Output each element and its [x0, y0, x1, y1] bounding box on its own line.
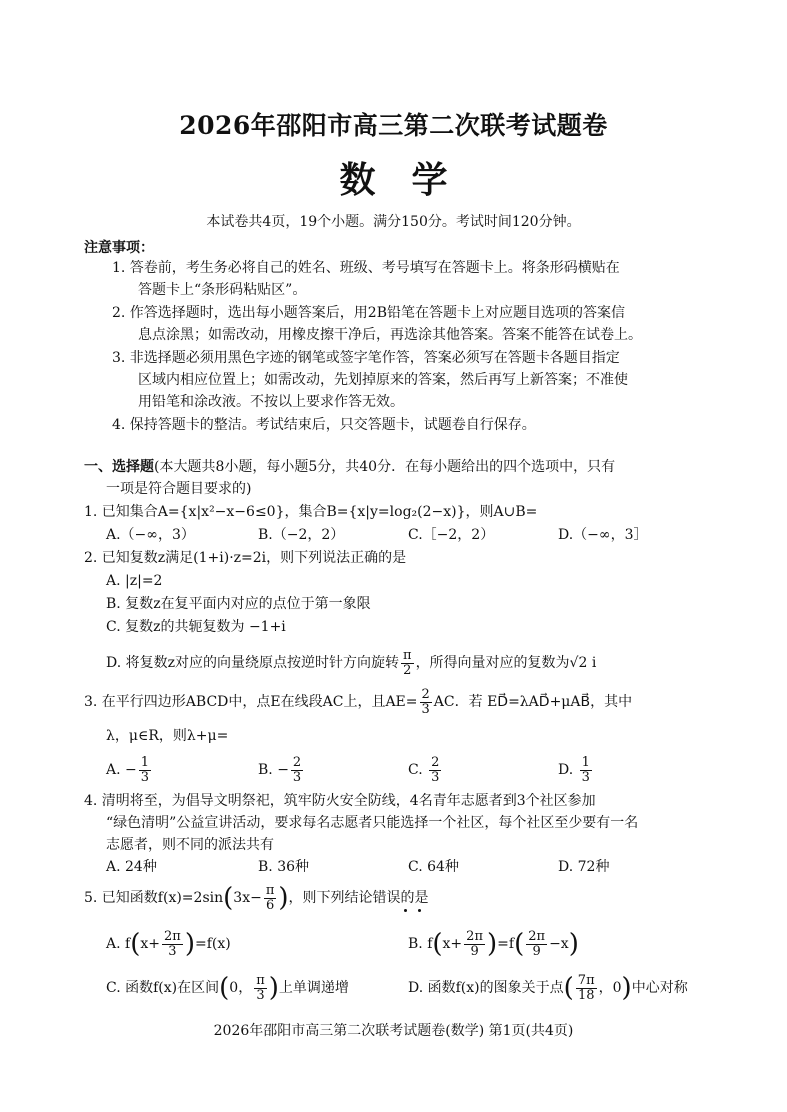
frac-num: 1 — [140, 754, 150, 770]
fraction — [264, 884, 277, 913]
paren: ) — [278, 883, 289, 913]
section-label: 一、选择题 — [84, 459, 154, 475]
option-pre: B. f — [408, 936, 433, 952]
q2-option-b: B. 复数z在复平面内对应的点位于第一象限 — [106, 596, 371, 612]
option-label: A. − — [106, 762, 137, 778]
frac-den: 2 — [403, 662, 412, 678]
fraction — [162, 930, 183, 959]
question-2-stem: 2. 已知复数z满足(1+i)·z=2i，则下列说法正确的是 — [84, 550, 407, 566]
frac-den: 18 — [577, 987, 595, 1003]
q5-option-b — [408, 926, 579, 962]
paren: ( — [223, 883, 234, 913]
q3-option-d — [558, 752, 594, 788]
q5-option-c — [106, 970, 349, 1006]
question-3-stem-cont: λ，μ∈R，则λ+μ= — [106, 728, 229, 744]
paren: ) — [487, 929, 498, 959]
q1-option-c: C.［−2，2） — [408, 527, 495, 543]
q4-option-c: C. 64种 — [408, 859, 459, 875]
frac-num: 2 — [292, 754, 302, 770]
q2-option-c: C. 复数z的共轭复数为 −1+i — [106, 619, 286, 635]
option-in: x+ — [442, 936, 463, 952]
option-label: C. — [408, 762, 423, 778]
option-pre: C. 函数f(x)在区间 — [106, 980, 220, 996]
frac-den: 6 — [265, 897, 275, 913]
frac-den: 3 — [168, 943, 177, 959]
fraction — [401, 649, 414, 678]
option-pre: A. f — [106, 936, 131, 952]
option-post: −x — [549, 936, 569, 952]
page-footer: 2026年邵阳市高三第二次联考试题卷(数学) 第1页(共4页) — [213, 1023, 574, 1039]
option-in: x+ — [140, 936, 160, 952]
section-desc-cont: 一项是符合题目要求的) — [106, 481, 252, 497]
frac-den: 3 — [431, 769, 440, 785]
paren: ( — [130, 929, 141, 959]
option-post: =f(x) — [194, 936, 231, 952]
notice-line: 答题卡上“条形码粘贴区”。 — [138, 282, 307, 298]
fraction — [254, 974, 267, 1003]
paren: ( — [432, 929, 443, 959]
exam-title: 2026年邵阳市高三第二次联考试题卷 — [179, 111, 608, 140]
frac-num: 2π — [466, 928, 483, 944]
frac-num: 2π — [528, 928, 546, 944]
notice-line: 2. 作答选择题时，选出每小题答案后，用2B铅笔在答题卡上对应题目选项的答案信 — [112, 305, 626, 321]
q3-stem-post: AC．若 ED⃗=λAD⃗+μAB⃗，其中 — [433, 694, 633, 710]
q5-stem-in: 3x− — [233, 890, 262, 906]
question-3-stem — [84, 684, 632, 720]
notice-line: 用铅笔和涂改液。不按以上要求作答无效。 — [138, 394, 404, 410]
frac-den: 3 — [292, 769, 302, 785]
frac-den: 3 — [256, 987, 265, 1003]
question-1-stem: 1. 已知集合A={x|x²−x−6≤0}，集合B={x|y=log₂(2−x)}，则A∪B= — [84, 504, 538, 520]
frac-den: 3 — [581, 769, 590, 785]
frac-num: 2 — [421, 686, 430, 702]
question-4-line: “绿色清明”公益宣讲活动，要求每名志愿者只能选择一个社区，每个社区至少要有一名 — [106, 815, 639, 831]
paren: ) — [568, 929, 579, 959]
q4-option-b: B. 36种 — [258, 859, 310, 875]
q4-option-d: D. 72种 — [558, 859, 610, 875]
paren: ) — [621, 973, 632, 1003]
notice-line: 1. 答卷前，考生务必将自己的姓名、班级、考号填写在答题卡上。将条形码横贴在 — [112, 260, 620, 276]
q2-d-post: ，所得向量对应的复数为√2 i — [415, 655, 597, 671]
frac-num: 7π — [577, 972, 595, 988]
q4-option-a: A. 24种 — [106, 859, 157, 875]
paren: ( — [219, 973, 230, 1003]
option-label: D. — [558, 762, 574, 778]
question-4-line: 4. 清明将至，为倡导文明祭祀，筑牢防火安全防线，4名青年志愿者到3个社区参加 — [84, 793, 596, 809]
frac-den: 9 — [532, 943, 541, 959]
option-pre: D. 函数f(x)的图象关于点 — [408, 980, 564, 996]
option-label: B. − — [258, 762, 289, 778]
notice-line: 3. 非选择题必须用黑色字迹的钢笔或签字笔作答，答案必须写在答题卡各题目指定 — [112, 350, 620, 366]
fraction — [420, 688, 432, 717]
q3-option-c — [408, 752, 443, 788]
q1-option-d: D.（−∞，3］ — [558, 527, 648, 543]
frac-den: 9 — [470, 943, 479, 959]
option-in: 0， — [229, 980, 253, 996]
subject-title: 数学 — [339, 159, 484, 201]
fraction — [291, 756, 303, 785]
frac-num: 2π — [164, 928, 181, 944]
q1-option-a: A.（−∞，3） — [106, 527, 195, 543]
emphasis-dot — [404, 909, 407, 912]
frac-num: π — [256, 972, 265, 988]
fraction — [526, 930, 547, 959]
q3-stem-pre: 3. 在平行四边形ABCD中，点E在线段AC上，且AE= — [84, 694, 418, 710]
q2-option-d — [106, 645, 596, 681]
q5-option-d — [408, 970, 688, 1006]
fraction — [580, 756, 592, 785]
q2-d-pre: D. 将复数z对应的向量绕原点按逆时针方向旋转 — [106, 655, 400, 671]
q3-option-b — [258, 752, 305, 788]
frac-num: π — [403, 647, 412, 663]
frac-den: 3 — [140, 769, 150, 785]
option-post: 中心对称 — [631, 980, 688, 996]
fraction — [429, 756, 441, 785]
q3-option-a — [106, 752, 153, 788]
paren: ) — [184, 929, 195, 959]
fraction — [139, 756, 151, 785]
question-4-line: 志愿者，则不同的派法共有 — [106, 837, 274, 853]
section-desc: (本大题共8小题，每小题5分，共40分．在每小题给出的四个选项中，只有 — [154, 459, 616, 475]
paren: ( — [514, 929, 525, 959]
question-5-stem — [84, 880, 429, 916]
notice-line: 区域内相应位置上；如需改动，先划掉原来的答案，然后再写上新答案；不准使 — [138, 372, 628, 388]
q2-option-a: A. |z|=2 — [106, 573, 163, 589]
option-mid: =f — [497, 936, 515, 952]
emphasis-dot — [418, 909, 421, 912]
fraction — [464, 930, 485, 959]
q1-option-b: B.（−2，2） — [258, 527, 345, 543]
notice-heading: 注意事项： — [84, 240, 154, 256]
option-post: 上单调递增 — [278, 980, 349, 996]
frac-num: π — [265, 882, 275, 898]
frac-num: 2 — [431, 754, 440, 770]
option-in: ，0 — [598, 980, 622, 996]
section-header — [84, 458, 615, 476]
q5-stem-post: ，则下列结论错误的是 — [288, 890, 429, 906]
paren: ( — [563, 973, 574, 1003]
q5-stem-pre: 5. 已知函数f(x)=2sin — [84, 890, 224, 906]
fraction — [576, 974, 597, 1003]
notice-line: 息点涂黑；如需改动，用橡皮擦干净后，再选涂其他答案。答案不能答在试卷上。 — [138, 327, 642, 343]
frac-num: 1 — [581, 754, 590, 770]
exam-info: 本试卷共4页，19个小题。满分150分。考试时间120分钟。 — [206, 214, 581, 230]
notice-line: 4. 保持答题卡的整洁。考试结束后，只交答题卡，试题卷自行保存。 — [112, 417, 536, 433]
q5-option-a — [106, 926, 231, 962]
paren: ) — [268, 973, 279, 1003]
frac-den: 3 — [421, 701, 430, 717]
